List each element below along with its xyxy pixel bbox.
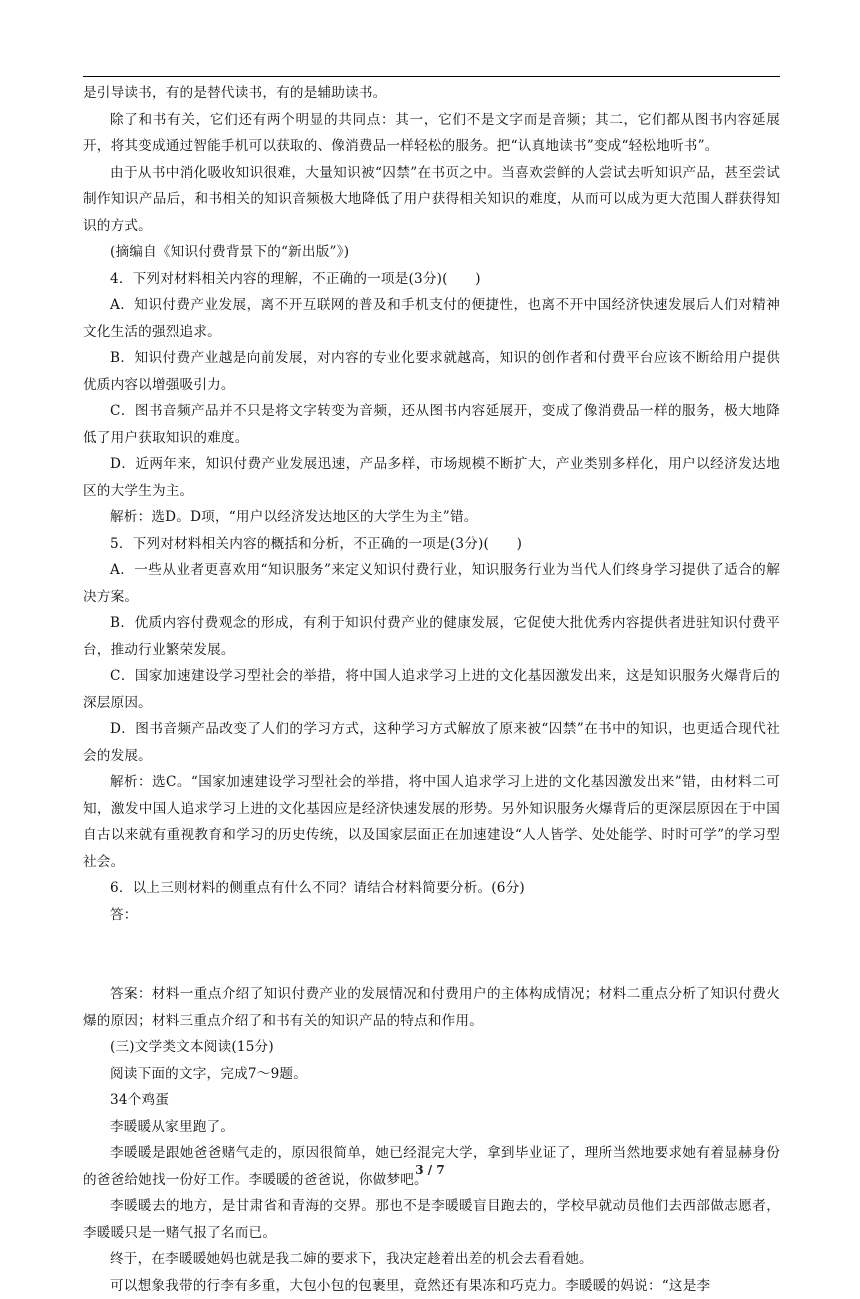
paragraph: D．图书音频产品改变了人们的学习方式，这种学习方式解放了原来被“囚禁”在书中的知识，也更适合现代社会的发展。 bbox=[83, 716, 780, 769]
paragraph: 是引导读书，有的是替代读书，有的是辅助读书。 bbox=[83, 80, 780, 107]
paragraph: 由于从书中消化吸收知识很难，大量知识被“囚禁”在书页之中。当喜欢尝鲜的人尝试去听知识产品，甚至尝试制作知识产品后，和书相关的知识音频极大地降低了用户获得相关知识的难度，从而可以成为更大范围人群获得知识的方式。 bbox=[83, 160, 780, 240]
paragraph: 可以想象我带的行李有多重，大包小包的包裹里，竟然还有果冻和巧克力。李暖暖的妈说：“这是李 bbox=[83, 1273, 780, 1299]
paragraph: (三)文学类文本阅读(15分) bbox=[83, 1034, 780, 1061]
paragraph: 除了和书有关，它们还有两个明显的共同点：其一，它们不是文字而是音频；其二，它们都从图书内容延展开，将其变成通过智能手机可以获取的、像消费品一样轻松的服务。把“认真地读书”变成“轻松地听书”。 bbox=[83, 107, 780, 160]
paragraph: 解析：选C。“国家加速建设学习型社会的举措，将中国人追求学习上进的文化基因激发出来”错，由材料二可知，激发中国人追求学习上进的文化基因应是经济快速发展的形势。另外知识服务火爆背后的更深层原因在于中国自古以来就有重视教育和学习的历史传统，以及国家层面正在加速建设“人人皆学、处处能学、时时可学”的学习型社会。 bbox=[83, 769, 780, 875]
paragraph: 李暖暖去的地方，是甘肃省和青海的交界。那也不是李暖暖盲目跑去的，学校早就动员他们去西部做志愿者，李暖暖只是一赌气报了名而已。 bbox=[83, 1193, 780, 1246]
paragraph: 李暖暖是跟她爸爸赌气走的，原因很简单，她已经混完大学，拿到毕业证了，理所当然地要求她有着显赫身份的爸爸给她找一份好工作。李暖暖的爸爸说，你做梦吧。 bbox=[83, 1140, 780, 1193]
paragraph: D．近两年来，知识付费产业发展迅速，产品多样，市场规模不断扩大，产业类别多样化，用户以经济发达地区的大学生为主。 bbox=[83, 451, 780, 504]
paragraph: 34个鸡蛋 bbox=[83, 1087, 780, 1114]
answer-blank-space bbox=[83, 928, 780, 981]
paragraph: 6．以上三则材料的侧重点有什么不同？请结合材料简要分析。(6分) bbox=[83, 875, 780, 902]
paragraph: A．一些从业者更喜欢用“知识服务”来定义知识付费行业，知识服务行业为当代人们终身学习提供了适合的解决方案。 bbox=[83, 557, 780, 610]
page-number: 3 / 7 bbox=[0, 1162, 860, 1178]
paragraph: C．图书音频产品并不只是将文字转变为音频，还从图书内容延展开，变成了像消费品一样的服务，极大地降低了用户获取知识的难度。 bbox=[83, 398, 780, 451]
paragraph: 答： bbox=[83, 902, 780, 929]
paragraph: B．优质内容付费观念的形成，有利于知识付费产业的健康发展，它促使大批优秀内容提供者进驻知识付费平台，推动行业繁荣发展。 bbox=[83, 610, 780, 663]
paragraph: 答案：材料一重点介绍了知识付费产业的发展情况和付费用户的主体构成情况；材料二重点分析了知识付费火爆的原因；材料三重点介绍了和书有关的知识产品的特点和作用。 bbox=[83, 981, 780, 1034]
header-rule bbox=[83, 76, 780, 77]
paragraph: 李暖暖从家里跑了。 bbox=[83, 1114, 780, 1141]
paragraph: 阅读下面的文字，完成7～9题。 bbox=[83, 1061, 780, 1088]
paragraph: 终于，在李暖暖她妈也就是我二婶的要求下，我决定趁着出差的机会去看看她。 bbox=[83, 1246, 780, 1273]
paragraph: 解析：选D。D项，“用户以经济发达地区的大学生为主”错。 bbox=[83, 504, 780, 531]
paragraph: B．知识付费产业越是向前发展，对内容的专业化要求就越高，知识的创作者和付费平台应该不断给用户提供优质内容以增强吸引力。 bbox=[83, 345, 780, 398]
paragraph: (摘编自《知识付费背景下的“新出版”》) bbox=[83, 239, 780, 266]
paragraph: A．知识付费产业发展，离不开互联网的普及和手机支付的便捷性，也离不开中国经济快速发展后人们对精神文化生活的强烈追求。 bbox=[83, 292, 780, 345]
document-body bbox=[83, 80, 780, 1299]
paragraph: 4．下列对材料相关内容的理解，不正确的一项是(3分)( ) bbox=[83, 266, 780, 293]
paragraph: C．国家加速建设学习型社会的举措，将中国人追求学习上进的文化基因激发出来，这是知识服务火爆背后的深层原因。 bbox=[83, 663, 780, 716]
paragraph: 5．下列对材料相关内容的概括和分析，不正确的一项是(3分)( ) bbox=[83, 531, 780, 558]
